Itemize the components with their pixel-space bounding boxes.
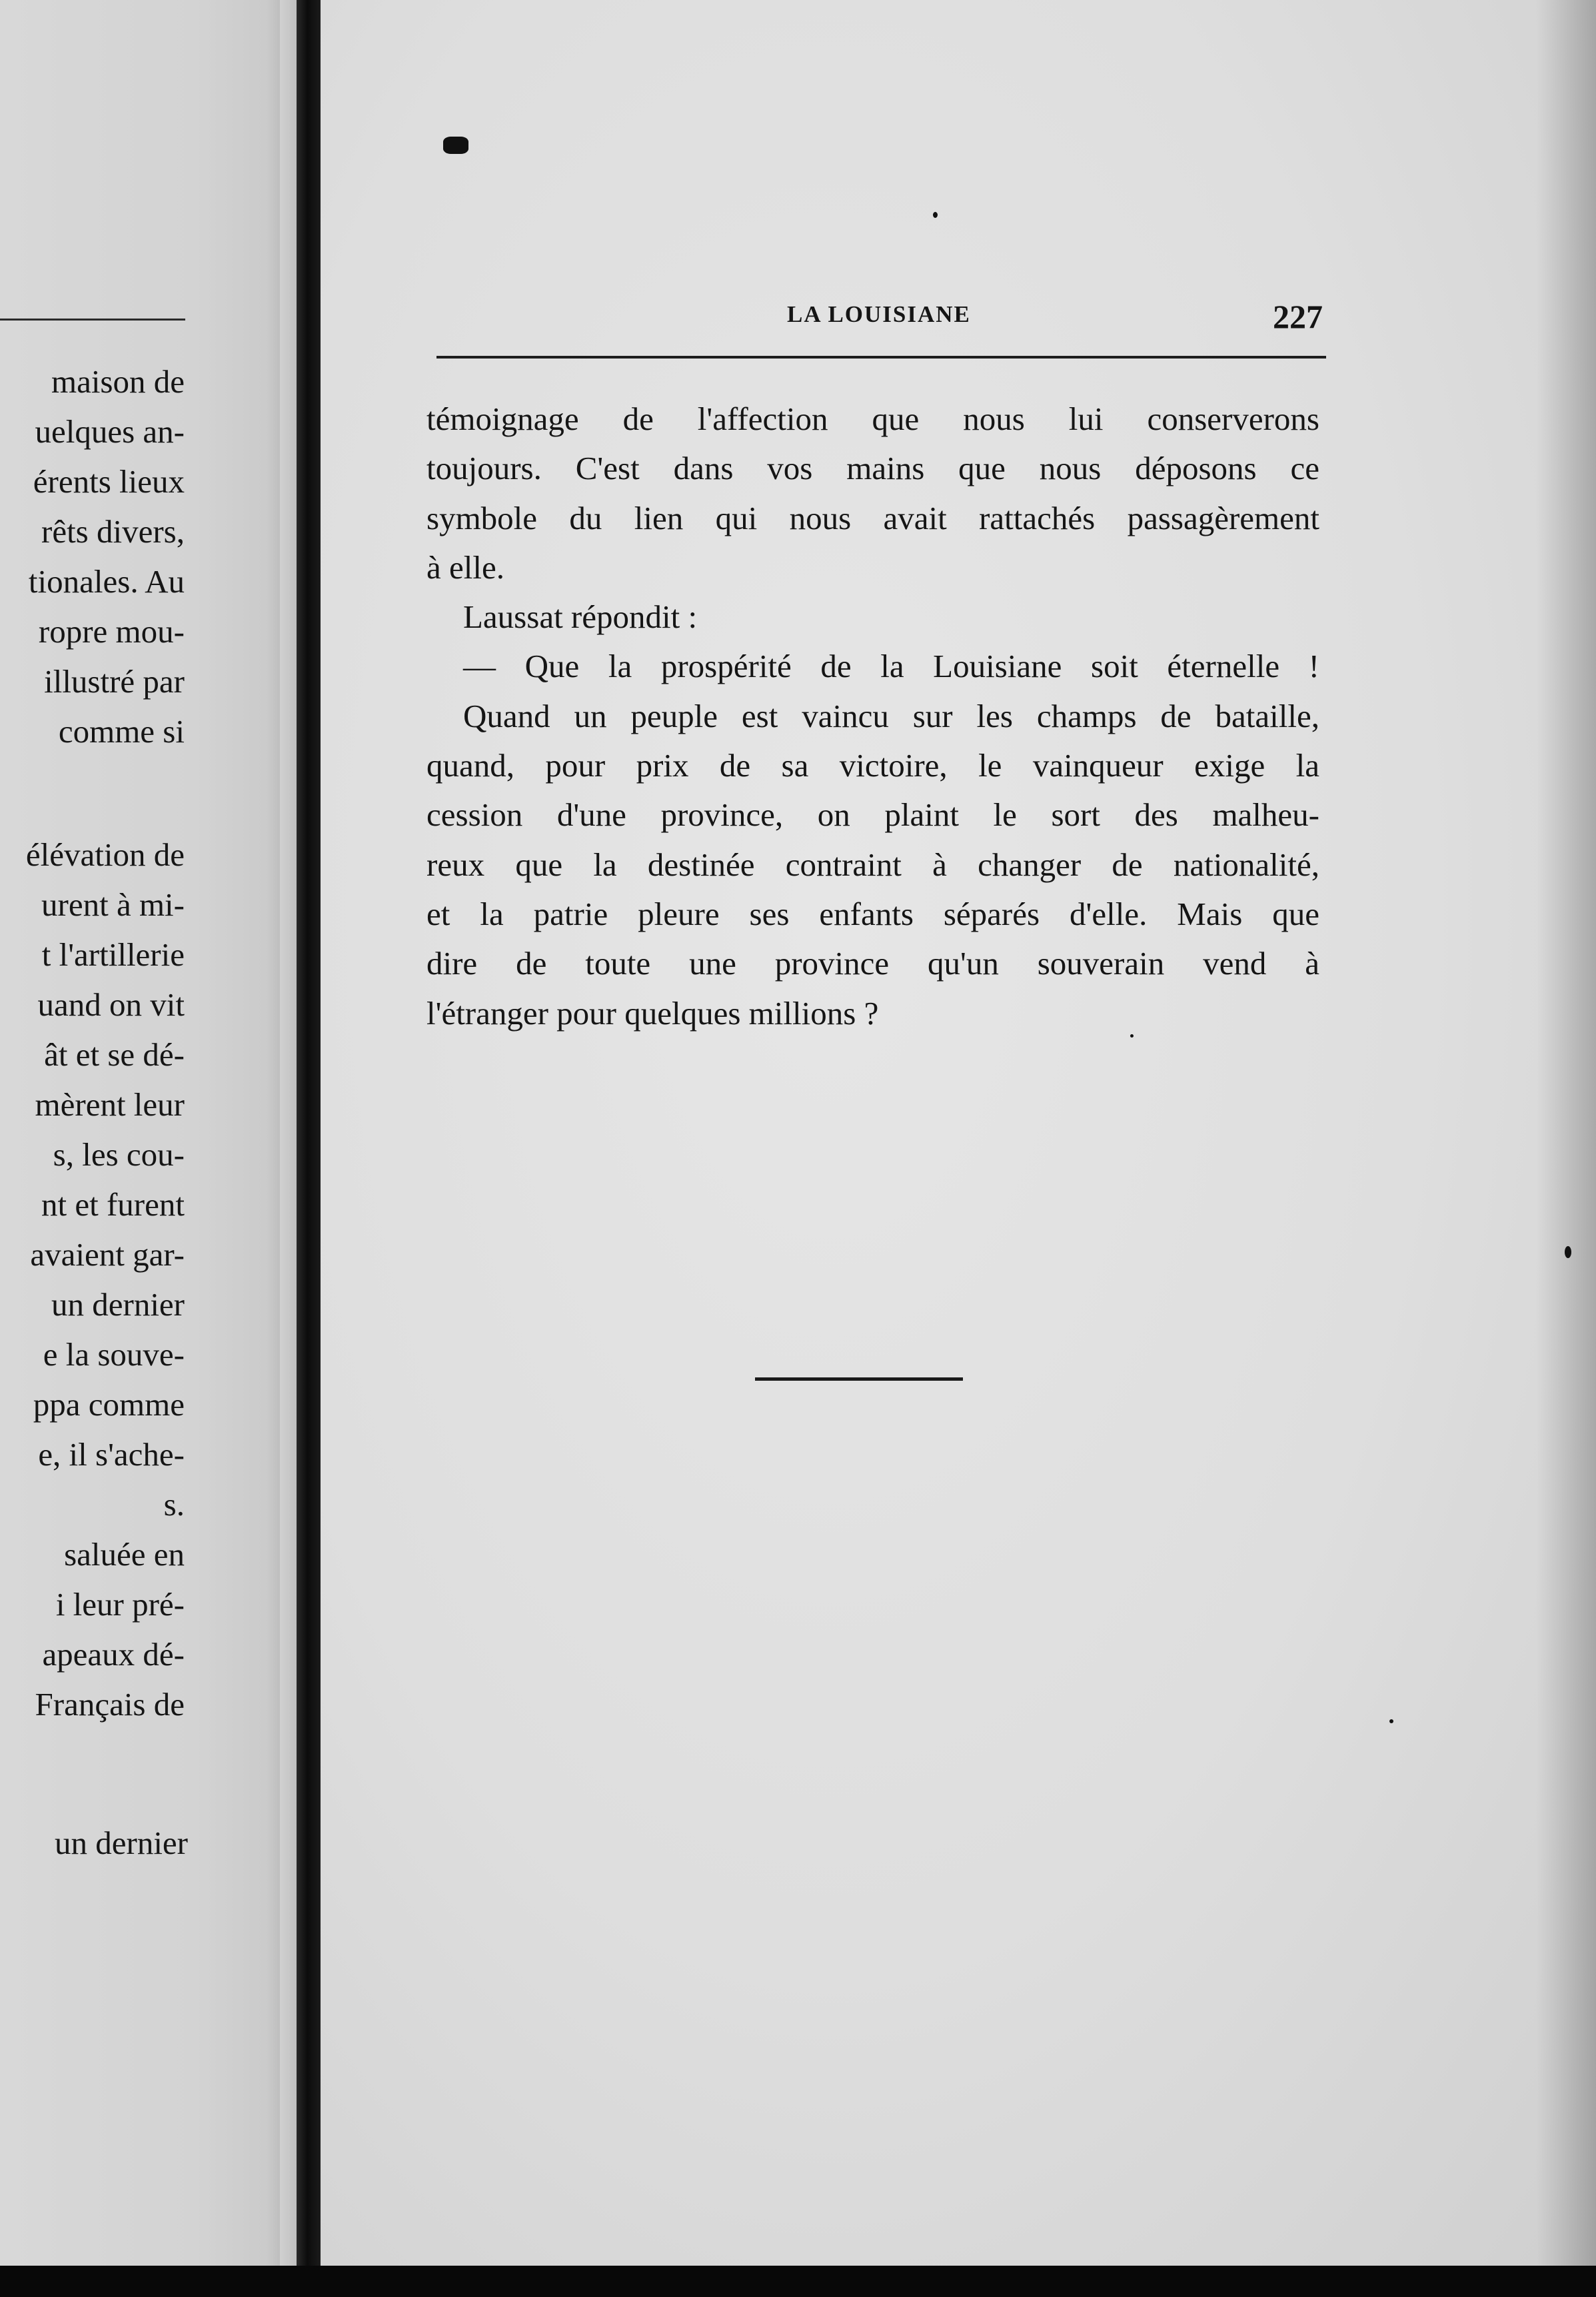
left-line: e la souve- bbox=[43, 1336, 185, 1373]
scan-speck bbox=[443, 137, 468, 154]
left-line: rêts divers, bbox=[41, 513, 185, 550]
scan-bottom-edge bbox=[0, 2266, 1596, 2297]
text-line: Laussat répondit : bbox=[463, 598, 698, 636]
page-number: 227 bbox=[1273, 298, 1323, 335]
scan-speck bbox=[933, 212, 938, 218]
left-paragraph-gap bbox=[26, 756, 185, 830]
scan-speck bbox=[1565, 1246, 1571, 1258]
left-line: élévation de bbox=[25, 836, 185, 873]
left-page-text bbox=[26, 357, 185, 1729]
left-line: ropre mou- bbox=[38, 613, 185, 650]
left-line: ât et se dé- bbox=[44, 1036, 185, 1073]
text-line: — Que la prospérité de la Louisiane soit éternelle ! bbox=[463, 648, 1319, 685]
text-line: témoignage de l'affection que nous lui conserverons bbox=[426, 400, 1319, 437]
left-line: Français de bbox=[35, 1686, 185, 1723]
text-line: symbole du lien qui nous avait rattachés passagèrement bbox=[426, 499, 1319, 536]
section-end-rule bbox=[755, 1377, 963, 1381]
header-rule bbox=[436, 356, 1326, 359]
left-line: un dernier bbox=[51, 1286, 185, 1323]
body-text bbox=[426, 394, 1319, 1038]
left-line: s, les cou- bbox=[53, 1136, 185, 1173]
scan-speck bbox=[1130, 1034, 1134, 1038]
left-page-last-line: un dernier bbox=[55, 1825, 188, 1861]
scan-speck bbox=[1389, 1719, 1393, 1723]
text-line: quand, pour prix de sa victoire, le vainqueur exige la bbox=[426, 747, 1319, 784]
text-line: dire de toute une province qu'un souverain vend à bbox=[426, 945, 1319, 982]
left-line: comme si bbox=[58, 713, 185, 750]
running-head: LA LOUISIANE bbox=[787, 301, 971, 327]
text-line: cession d'une province, on plaint le sort des malheu- bbox=[426, 796, 1319, 834]
left-line: érents lieux bbox=[33, 463, 185, 500]
left-line: tionales. Au bbox=[28, 563, 185, 600]
left-line: uand on vit bbox=[37, 986, 185, 1023]
left-line: nt et furent bbox=[41, 1186, 185, 1223]
text-line: à elle. bbox=[426, 548, 504, 586]
right-page-edge-shadow bbox=[1536, 0, 1596, 2297]
left-line: saluée en bbox=[64, 1536, 185, 1573]
left-line: ppa comme bbox=[33, 1386, 185, 1423]
text-line: l'étranger pour quelques millions ? bbox=[426, 994, 879, 1032]
text-line: et la patrie pleure ses enfants séparés d'elle. Mais que bbox=[426, 895, 1319, 932]
left-page bbox=[0, 0, 280, 2297]
left-line: s. bbox=[163, 1486, 185, 1523]
right-page bbox=[321, 0, 1596, 2266]
text-line: Quand un peuple est vaincu sur les champs de bataille, bbox=[463, 697, 1319, 734]
text-line: reux que la destinée contraint à changer de nationalité, bbox=[426, 846, 1319, 883]
left-line: maison de bbox=[51, 363, 185, 400]
left-line: t l'artillerie bbox=[41, 936, 185, 973]
text-line: toujours. C'est dans vos mains que nous déposons ce bbox=[426, 450, 1319, 487]
left-line: e, il s'ache- bbox=[38, 1436, 185, 1473]
left-line: mèrent leur bbox=[35, 1086, 185, 1123]
left-line: avaient gar- bbox=[30, 1236, 185, 1273]
left-line: urent à mi- bbox=[41, 886, 185, 923]
book-gutter bbox=[297, 0, 321, 2297]
left-line: illustré par bbox=[44, 663, 185, 700]
left-line: i leur pré- bbox=[55, 1586, 185, 1623]
left-line: apeaux dé- bbox=[42, 1636, 185, 1673]
left-page-header-rule bbox=[0, 319, 185, 321]
left-line: uelques an- bbox=[35, 413, 185, 450]
